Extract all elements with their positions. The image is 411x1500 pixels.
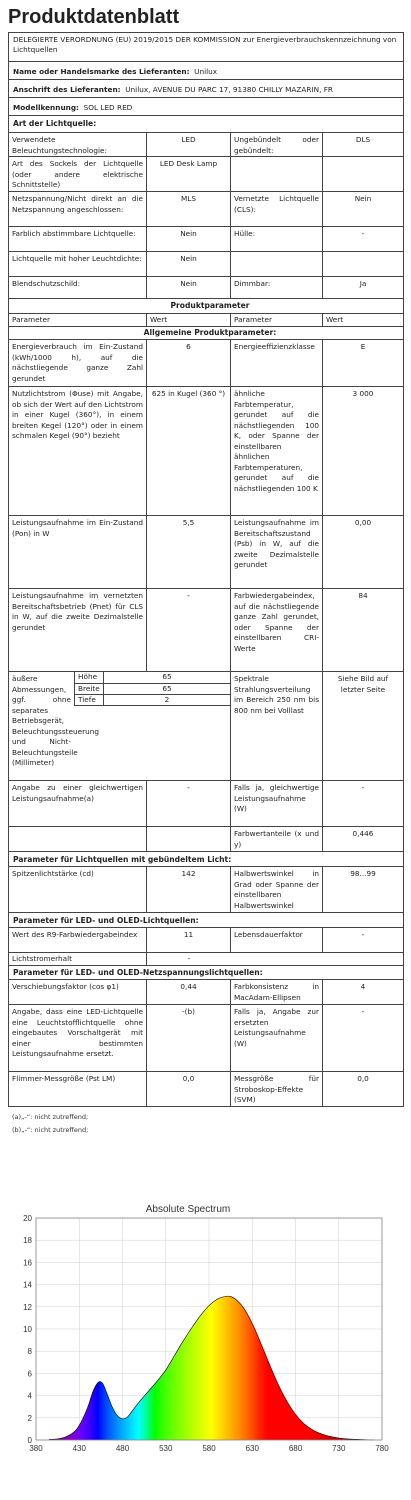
type-value: DLS [355,135,371,144]
param-header-w2: Wert [326,315,344,324]
stroboscopic-label: Messgröße für Stroboskop-Effekte (SVM) [231,1072,323,1106]
type-value: Nein [147,227,231,251]
type-row [8,132,404,157]
width-label: Breite [74,683,104,695]
model-label: Modellkennung: [13,103,79,112]
y-tick-label: 4 [27,1391,32,1401]
y-tick-label: 20 [23,1214,32,1223]
type-label [231,252,323,276]
general-row [8,588,404,672]
x-tick-label: 480 [115,1444,130,1453]
colour-consistency-label: Farbkonsistenz in MacAdam-Ellipsen [231,980,323,1004]
y-tick-label: 18 [23,1236,32,1246]
general-value: 625 in Kugel (360 °) [147,387,231,515]
type-value: LED [147,133,231,156]
led-row-2 [8,952,404,966]
equivalent-power-value: - [147,781,231,826]
peak-intensity-value: 142 [147,867,231,912]
type-label: Ungebündelt oder gebündelt: [231,133,323,156]
supplier-name-label: Name oder Handelsmarke des Lieferanten: [13,67,190,76]
type-value [323,157,403,191]
general-row [8,515,404,589]
displacement-factor-label: Verschiebungsfaktor (cos φ1) [9,980,147,1004]
mains-row-3 [8,1071,404,1107]
displacement-factor-value: 0,44 [147,980,231,1004]
product-params-heading: Produktparameter [170,301,250,310]
general-label: Leistungsaufnahme im Bereitschaftszustand (Psb) in W, auf die zweite Dezimalstelle gerundet [231,516,323,588]
fluorescent-replacement-label: Angabe, dass eine LED-Lichtquelle eine Leuchtstofflichtquelle ohne eingebautes Vorschaltgerät mit einer bestimmten Leistungsaufnahme ersetzt. [9,1005,147,1071]
replaced-power-label: Falls ja, Angabe zur ersetzten Leistungsaufnahme (W) [231,1005,323,1071]
x-tick-label: 630 [245,1444,259,1453]
model-row [8,97,404,116]
r9-value: 11 [147,928,231,952]
type-value: LED Desk Lamp [147,157,231,191]
supplier-address: Unilux, AVENUE DU PARC 17, 91380 CHILLY MAZARIN, FR [125,85,333,94]
type-value: MLS [147,192,231,226]
directional-row [8,866,404,913]
peak-intensity-label: Spitzenlichtstärke (cd) [9,867,147,912]
x-tick-label: 580 [202,1444,216,1453]
height-label: Höhe [74,672,104,684]
depth-label: Tiefe [74,694,104,706]
y-tick-label: 6 [27,1369,32,1379]
type-value: - [361,229,365,238]
equivalent-power-w-label: Falls ja, gleichwertige Leistungsaufnahme (W) [231,781,323,826]
param-header-p2: Parameter [231,314,323,326]
depth-value: 2 [103,694,231,706]
mains-row-2 [8,1004,404,1072]
general-value: 5,5 [147,516,231,588]
x-tick-label: 380 [29,1444,43,1453]
dimensions-row [8,671,404,781]
beam-angle-label: Halbwertswinkel in Grad oder Spanne der einstellbaren Halbwertswinkel [231,867,323,912]
type-row [8,251,404,277]
type-label: Vernetzte Lichtquelle (CLS): [231,192,323,226]
general-label: Nutzlichtstrom (Φuse) mit Angabe, ob sich der Wert auf den Lichtstrom in einer Kugel (360°), in einem breiten Kegel (120°) oder in einem schmalen Kegel (90°) bezieht [9,387,147,515]
type-label: Lichtquelle mit hoher Leuchtdichte: [9,252,147,276]
beam-angle-value: 98...99 [350,869,376,878]
stroboscopic-value: 0,0 [357,1074,369,1083]
general-value: 6 [147,340,231,386]
type-label: Farblich abstimmbare Lichtquelle: [9,227,147,251]
mains-heading: Parameter für LED- und OLED-Netzspannungslichtquellen: [13,968,263,977]
spectrum-chart [0,1184,411,1460]
param-header-p1: Parameter [9,314,147,326]
y-tick-label: 8 [27,1347,32,1357]
general-value: - [147,589,231,671]
general-value: 3 000 [352,389,374,398]
type-label: Netzspannung/Nicht direkt an die Netzspannung angeschlossen: [9,192,147,226]
type-value [323,252,403,276]
directional-heading-row [8,851,404,867]
y-tick-label: 14 [23,1280,32,1290]
y-tick-label: 0 [27,1436,32,1445]
type-value: Nein [354,194,372,203]
supplier-name-row [8,61,404,80]
x-tick-label: 780 [375,1444,389,1453]
equivalent-power-row [8,780,404,827]
product-params-heading-row [8,298,404,314]
chromaticity-value: 0,446 [352,829,374,838]
survival-factor-value: - [361,930,365,939]
regulation-text: DELEGIERTE VERORDNUNG (EU) 2019/2015 DER KOMMISSION zur Energieverbrauchskennzeichnung von Lichtquellen [13,35,397,54]
type-label: Dimmbar: [231,277,323,298]
type-row [8,191,404,227]
general-row [8,339,404,387]
directional-heading: Parameter für Lichtquellen mit gebündeltem Licht: [13,855,232,864]
general-heading: Allgemeine Produktparameter: [143,328,277,337]
y-tick-label: 16 [23,1258,32,1268]
height-value: 65 [103,672,231,684]
supplier-address-row [8,79,404,98]
footnote-a: (a)„-“: nicht zutreffend; [12,1113,89,1121]
led-heading: Parameter für LED- und OLED-Lichtquellen: [13,916,199,925]
lumen-maintenance-label: Lichtstromerhalt [9,953,147,965]
type-row [8,276,404,299]
type-row [8,226,404,252]
page-title: Produktdatenblatt [8,6,180,28]
dimensions-label: äußere Abmessungen, ggf. ohne separates Betriebsgerät, Beleuchtungssteuerung und Nicht-Beleuchtungsteile (Millimeter) [12,674,99,767]
type-label: Art des Sockels der Lichtquelle (oder andere elektrische Schnittstelle) [9,157,147,191]
fluorescent-replacement-value: -(b) [147,1005,231,1071]
general-label: ähnliche Farbtemperatur, gerundet auf die nächstliegenden 100 K, oder Spanne der einstellbaren ähnlichen Farbtemperaturen, gerundet auf die nächstliegenden 100 K [231,387,323,515]
chart-title: Absolute Spectrum [145,1204,231,1215]
type-value: Nein [147,277,231,298]
type-value: Ja [359,279,367,288]
x-tick-label: 430 [72,1444,86,1453]
y-tick-label: 12 [23,1302,32,1312]
width-value: 65 [103,683,231,695]
mains-heading-row [8,965,404,980]
type-label: Hülle: [231,227,323,251]
mains-row-1 [8,979,404,1005]
led-heading-row [8,912,404,928]
light-source-type-heading: Art der Lichtquelle: [13,119,97,128]
spectral-distribution-value: Siehe Bild auf letzter Seite [337,674,389,694]
flicker-label: Flimmer-Messgröße (Pst LM) [9,1072,147,1106]
type-label: Blendschutzschild: [9,277,147,298]
regulation-box [8,32,404,62]
chromaticity-label: Farbwertanteile (x und y) [231,827,323,851]
r9-label: Wert des R9-Farbwiedergabeindex [9,928,147,952]
general-value: 84 [358,591,368,600]
supplier-name: Unilux [194,67,218,76]
light-source-type-heading-row [8,115,404,133]
type-label [231,157,323,191]
general-heading-row [8,326,404,340]
led-row-1 [8,927,404,953]
x-tick-label: 730 [332,1444,346,1453]
general-label: Leistungsaufnahme im Ein-Zustand (Pon) in W [9,516,147,588]
general-value: E [360,342,366,351]
general-label: Energieverbrauch im Ein-Zustand (kWh/1000 h), auf die nächstliegende ganze Zahl gerundet [9,340,147,386]
lumen-maintenance-value: - [187,954,191,963]
colour-consistency-value: 4 [360,982,366,991]
type-row [8,156,404,192]
x-tick-label: 680 [288,1444,303,1453]
flicker-value: 0,0 [147,1072,231,1106]
equivalent-power-label: Angabe zu einer gleichwertigen Leistungsaufnahme(a) [9,781,147,826]
param-header-w1: Wert [147,314,231,326]
spectrum-area [49,1296,373,1440]
y-tick-label: 2 [27,1413,32,1423]
general-value: 0,00 [354,518,372,527]
general-label: Farbwiedergabeindex, auf die nächstliegende ganze Zahl gerundet, oder Spanne der einstellbaren CRI-Werte [231,589,323,671]
type-label: Verwendete Beleuchtungstechnologie: [9,133,147,156]
footnote-b: (b)„-“: nicht zutreffend; [12,1126,89,1134]
type-value: Nein [147,252,231,276]
y-tick-label: 10 [23,1325,32,1334]
general-label: Leistungsaufnahme im vernetzten Bereitschaftsbetrieb (Pnet) für CLS in W, auf die zweite Dezimalstelle gerundet [9,589,147,671]
replaced-power-value: - [361,1007,365,1016]
model-id: SOL LED RED [83,103,133,112]
equivalent-power-w-value: - [361,783,365,792]
spectral-distribution-label: Spektrale Strahlungsverteilung im Bereich 250 nm bis 800 nm bei Volllast [231,672,323,780]
supplier-address-label: Anschrift des Lieferanten: [13,85,121,94]
x-tick-label: 530 [159,1444,173,1453]
chromaticity-row [8,826,404,852]
general-label: Energieeffizienzklasse [231,340,323,386]
survival-factor-label: Lebensdauerfaktor [231,928,323,952]
general-row [8,386,404,516]
param-header-row [8,313,404,327]
